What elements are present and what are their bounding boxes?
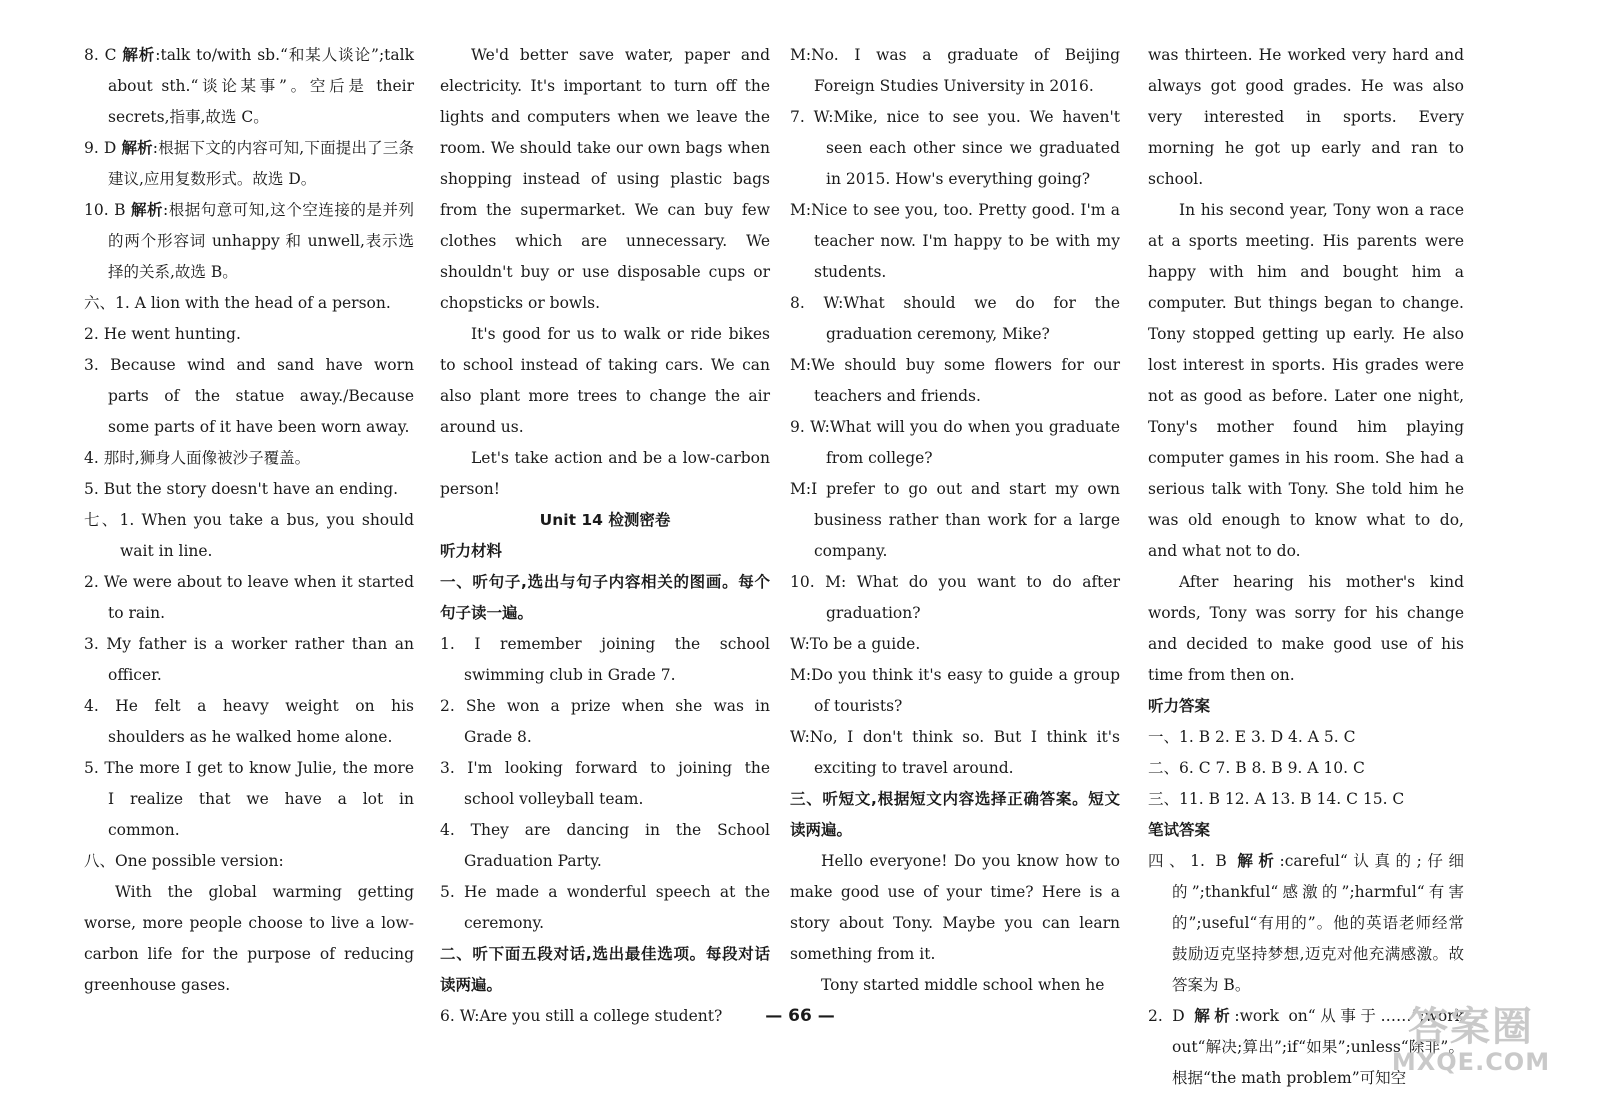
column-3 [790, 40, 1120, 1001]
answer-row: 三、11. B 12. A 13. B 14. C 15. C [1148, 790, 1405, 808]
essay-paragraph: It's good for us to walk or ride bikes to school instead of taking cars. We can also plant more trees to change the air around us. [440, 325, 770, 436]
listening-answers-heading: 听力答案 [1148, 697, 1211, 715]
section-heading: 八、One possible version: [84, 852, 284, 870]
passage-paragraph: was thirteen. He worked very hard and always got good grades. He was also very interested in sports. Every morning he got up early and ran to school. [1148, 46, 1464, 188]
answer-item: 六、1. A lion with the head of a person. [84, 294, 391, 312]
answer-item: 七、1. When you take a bus, you should wait in line. [84, 511, 414, 560]
answer-item: 3. My father is a worker rather than an officer. [84, 635, 414, 684]
dialog-line: 9. W:What will you do when you graduate from college? [790, 418, 1120, 467]
passage-paragraph: In his second year, Tony won a race at a sports meeting. His parents were happy with him and bought him a computer. But things began to change. Tony stopped getting up early. He also lost interest in sports. His grades were not as good as before. Later one night, Tony's mother found him playing computer games in his room. She had a serious talk with Tony. She told him he was old enough to know what to do, and what not to do. [1148, 201, 1464, 560]
answer-item: 8. C 解析:talk to/with sb.“和某人谈论”;talk about sth.“谈论某事”。空后是 their secrets,指事,故选 C。 [84, 46, 414, 126]
listening-item: 1. I remember joining the school swimming club in Grade 7. [440, 635, 770, 684]
listening-item: 4. They are dancing in the School Graduation Party. [440, 821, 770, 870]
dialog-line: M:Nice to see you, too. Pretty good. I'm a teacher now. I'm happy to be with my students. [790, 201, 1120, 281]
dialog-line: 6. W:Are you still a college student? [440, 1007, 723, 1025]
section-heading: 一、听句子,选出与句子内容相关的图画。每个句子读一遍。 [440, 573, 770, 622]
listening-item: 3. I'm looking forward to joining the school volleyball team. [440, 759, 770, 808]
answer-item: 9. D 解析:根据下文的内容可知,下面提出了三条建议,应用复数形式。故选 D。 [84, 139, 414, 188]
dialog-line: 8. W:What should we do for the graduation ceremony, Mike? [790, 294, 1120, 343]
answer-item: 5. The more I get to know Julie, the more I realize that we have a lot in common. [84, 759, 414, 839]
dialog-line: W:To be a guide. [790, 635, 921, 653]
passage-paragraph: Tony started middle school when he [821, 976, 1105, 994]
passage-paragraph: After hearing his mother's kind words, Tony was sorry for his change and decided to make good use of his time from then on. [1148, 573, 1464, 684]
passage-paragraph: Hello everyone! Do you know how to make good use of your time? Here is a story about Tony. Maybe you can learn something from it. [790, 852, 1120, 963]
answer-item: 3. Because wind and sand have worn parts of the statue away./Because some parts of it have been worn away. [84, 356, 414, 436]
written-answers-heading: 笔试答案 [1148, 821, 1211, 839]
dialog-line: M:No. I was a graduate of Beijing Foreign Studies University in 2016. [790, 46, 1120, 95]
page-number: — 66 — [765, 1006, 835, 1026]
unit-title: Unit 14 检测密卷 [539, 511, 671, 529]
column-1 [84, 40, 414, 1001]
dialog-line: 7. W:Mike, nice to see you. We haven't seen each other since we graduated in 2015. How's everything going? [790, 108, 1120, 188]
answer-item: 四、1. B 解析:careful“认真的;仔细的”;thankful“感激的”;harmful“有害的”;useful“有用的”。他的英语老师经常鼓励迈克坚持梦想,迈克对他充满感激。故答案为 B。 [1148, 852, 1464, 994]
answer-item: 4. 那时,狮身人面像被沙子覆盖。 [84, 449, 311, 467]
answer-item: 2. D 解析:work on“从事于……”;work out“解决;算出”;if“如果”;unless“除非”。根据“the math problem”可知空 [1148, 1007, 1464, 1087]
section-heading: 二、听下面五段对话,选出最佳选项。每段对话读两遍。 [440, 945, 770, 994]
answer-item: 2. He went hunting. [84, 325, 241, 343]
essay-paragraph: We'd better save water, paper and electricity. It's important to turn off the lights and computers when we leave the room. We should take our own bags when shopping instead of using plastic bags from the supermarket. We can buy few clothes which are unnecessary. We shouldn't buy or use disposable cups or chopsticks or bowls. [440, 46, 770, 312]
listening-item: 5. He made a wonderful speech at the ceremony. [440, 883, 770, 932]
dialog-line: M:I prefer to go out and start my own business rather than work for a large company. [790, 480, 1120, 560]
watermark-logo [1366, 1005, 1576, 1079]
answer-row: 一、1. B 2. E 3. D 4. A 5. C [1148, 728, 1356, 746]
answer-item: 5. But the story doesn't have an ending. [84, 480, 399, 498]
watermark-bottom: MXQE.COM [1391, 1048, 1551, 1076]
answer-item: 4. He felt a heavy weight on his shoulders as he walked home alone. [84, 697, 414, 746]
answer-row: 二、6. C 7. B 8. B 9. A 10. C [1148, 759, 1365, 777]
watermark-top: 答案圈 [1408, 1004, 1534, 1050]
answer-item: 10. B 解析:根据句意可知,这个空连接的是并列的两个形容词 unhappy 和 unwell,表示选择的关系,故选 B。 [84, 201, 414, 281]
dialog-line: M:Do you think it's easy to guide a group of tourists? [790, 666, 1120, 715]
listening-item: 2. She won a prize when she was in Grade 8. [440, 697, 770, 746]
dialog-line: M:We should buy some flowers for our teachers and friends. [790, 356, 1120, 405]
essay-paragraph: Let's take action and be a low-carbon person! [440, 449, 770, 498]
listening-heading: 听力材料 [440, 542, 503, 560]
dialog-line: W:No, I don't think so. But I think it's exciting to travel around. [790, 728, 1120, 777]
answer-item: 2. We were about to leave when it started to rain. [84, 573, 414, 622]
essay-paragraph: With the global warming getting worse, more people choose to live a low-carbon life for the purpose of reducing greenhouse gases. [84, 883, 414, 994]
dialog-line: 10. M: What do you want to do after graduation? [790, 573, 1120, 622]
column-4 [1148, 40, 1464, 1094]
column-2 [440, 40, 770, 1032]
section-heading: 三、听短文,根据短文内容选择正确答案。短文读两遍。 [790, 790, 1120, 839]
